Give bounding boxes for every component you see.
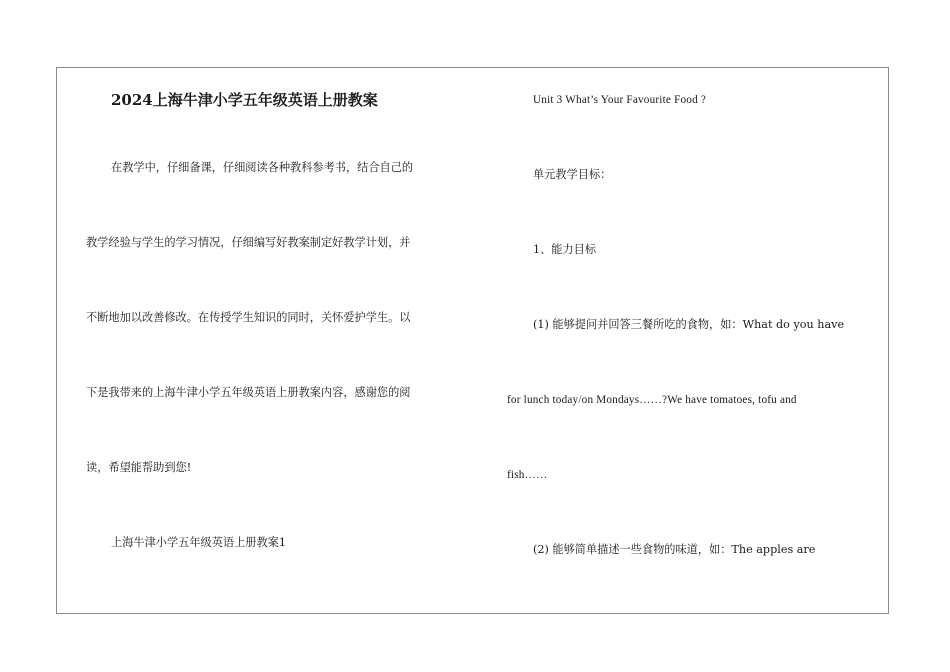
right-paragraph-line: 单元教学目标：: [533, 168, 612, 181]
left-paragraph-line: 读，希望能帮助到您!: [86, 461, 192, 474]
unit-heading: Unit 3 What’s Your Favourite Food ?: [533, 94, 707, 106]
right-paragraph-line: (1) 能够提问并回答三餐所吃的食物，如：What do you have: [533, 318, 845, 331]
left-paragraph-line: 下是我带来的上海牛津小学五年级英语上册教案内容，感谢您的阅: [86, 386, 411, 399]
document-title: 2024上海牛津小学五年级英语上册教案: [111, 91, 378, 109]
left-paragraph-line: 教学经验与学生的学习情况，仔细编写好教案制定好教学计划，并: [86, 236, 411, 249]
left-paragraph-line: 不断地加以改善修改。在传授学生知识的同时，关怀爱护学生。以: [86, 311, 411, 324]
right-paragraph-line: fish……: [507, 469, 548, 481]
right-paragraph-line: for lunch today/on Mondays……?We have tomatoes, tofu and: [507, 394, 797, 406]
page-frame: [56, 67, 889, 614]
right-paragraph-line: 1、能力目标: [533, 243, 597, 256]
right-paragraph-line: (2) 能够简单描述一些食物的味道，如：The apples are: [533, 543, 816, 556]
left-paragraph-line: 在教学中，仔细备课，仔细阅读各种教科参考书，结合自己的: [111, 161, 414, 174]
section-heading: 上海牛津小学五年级英语上册教案1: [111, 536, 286, 549]
